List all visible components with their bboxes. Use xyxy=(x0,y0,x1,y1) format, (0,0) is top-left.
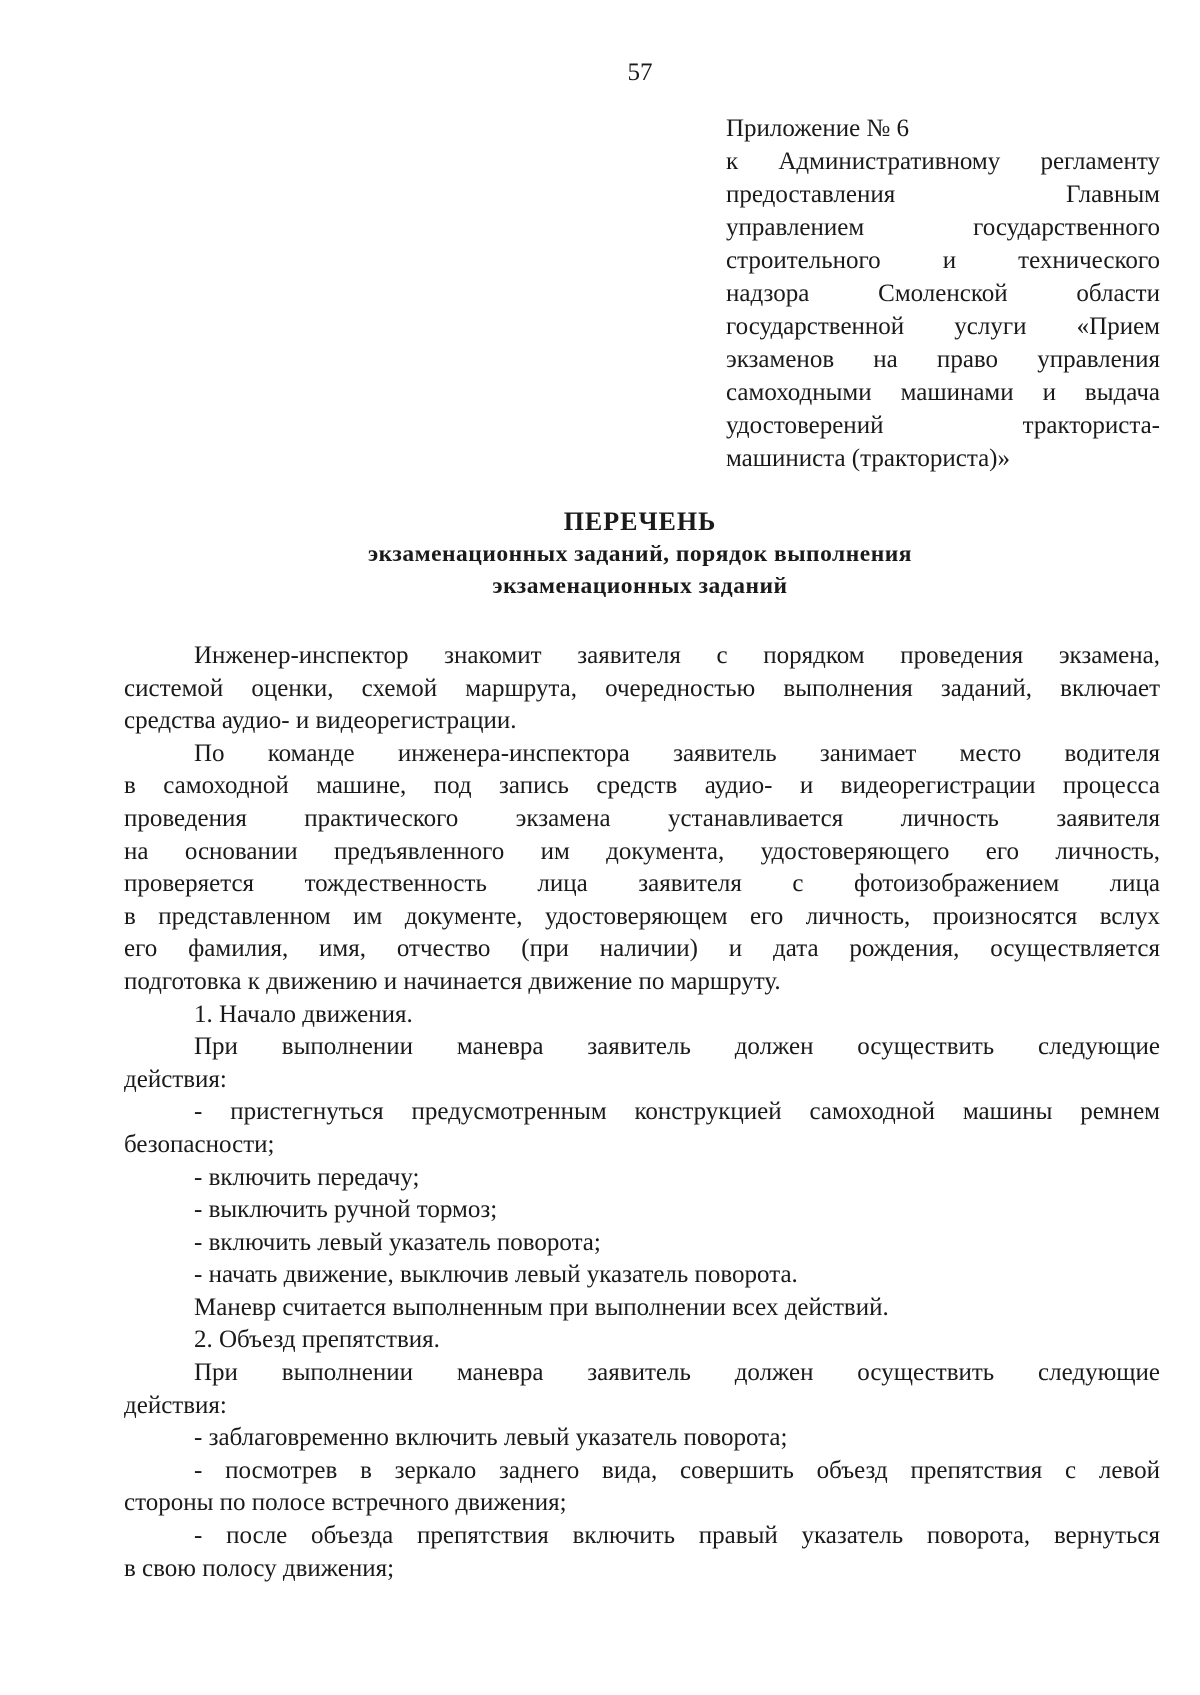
body-line: в свою полосу движения; xyxy=(124,1554,395,1582)
appendix-line: строительного и технического xyxy=(726,247,1160,274)
body-line: подготовка к движению и начинается движение по маршруту. xyxy=(124,967,781,995)
list-item: - после объезда препятствия включить правый указатель поворота, вернуться xyxy=(194,1522,1160,1550)
list-item: - начать движение, выключив левый указатель поворота. xyxy=(194,1261,798,1289)
appendix-line: самоходными машинами и выдача xyxy=(726,379,1160,406)
list-item: - заблаговременно включить левый указатель поворота; xyxy=(194,1424,788,1452)
section-heading: 2. Объезд препятствия. xyxy=(194,1326,440,1354)
body-line: При выполнении маневра заявитель должен осуществить следующие xyxy=(194,1033,1160,1061)
body-line: Инженер-инспектор знакомит заявителя с порядком проведения экзамена, xyxy=(194,642,1160,669)
body-line: в представленном им документе, удостоверяющем его личность, произносятся вслух xyxy=(124,902,1160,930)
body-line: действия: xyxy=(124,1391,227,1419)
list-item: - посмотрев в зеркало заднего вида, совершить объезд препятствия с левой xyxy=(194,1456,1160,1484)
appendix-header xyxy=(726,112,1160,475)
page-number: 57 xyxy=(627,59,653,86)
appendix-line: надзора Смоленской области xyxy=(726,280,1160,307)
body-line: средства аудио- и видеорегистрации. xyxy=(124,707,517,735)
appendix-line: Приложение № 6 xyxy=(726,115,910,142)
body-line: По команде инженера-инспектора заявитель занимает место водителя xyxy=(194,739,1160,767)
list-item: - включить левый указатель поворота; xyxy=(194,1228,601,1256)
title-subtitle: экзаменационных заданий, порядок выполнения xyxy=(368,541,912,567)
title-subtitle: экзаменационных заданий xyxy=(492,573,788,599)
body-line: проведения практического экзамена устанавливается личность заявителя xyxy=(124,804,1160,832)
body-line: на основании предъявленного им документа, удостоверяющего его личность, xyxy=(124,837,1160,865)
appendix-line: экзаменов на право управления xyxy=(726,346,1160,373)
section-heading: 1. Начало движения. xyxy=(194,1000,413,1028)
appendix-line: удостоверений тракториста- xyxy=(726,412,1160,439)
body-line: безопасности; xyxy=(124,1130,275,1158)
appendix-line: государственной услуги «Прием xyxy=(726,313,1160,340)
list-item: - выключить ручной тормоз; xyxy=(194,1196,498,1224)
body-line: системой оценки, схемой маршрута, очередностью выполнения заданий, включает xyxy=(124,674,1160,702)
body-line: его фамилия, имя, отчество (при наличии) и дата рождения, осуществляется xyxy=(124,935,1160,963)
body-line: При выполнении маневра заявитель должен осуществить следующие xyxy=(194,1359,1160,1387)
body-line: Маневр считается выполненным при выполнении всех действий. xyxy=(194,1293,889,1321)
body-line: действия: xyxy=(124,1065,227,1093)
appendix-line: машиниста (тракториста)» xyxy=(726,445,1010,472)
document-body xyxy=(124,640,1160,1585)
document-title xyxy=(0,506,1200,602)
title-main: ПЕРЕЧЕНЬ xyxy=(563,507,717,536)
list-item: - пристегнуться предусмотренным конструкцией самоходной машины ремнем xyxy=(194,1098,1160,1126)
appendix-line: предоставления Главным xyxy=(726,181,1160,208)
body-line: в самоходной машине, под запись средств аудио- и видеорегистрации процесса xyxy=(124,772,1160,800)
list-item: - включить передачу; xyxy=(194,1163,420,1191)
body-line: стороны по полосе встречного движения; xyxy=(124,1489,567,1517)
body-line: проверяется тождественность лица заявителя с фотоизображением лица xyxy=(124,870,1160,898)
appendix-line: к Административному регламенту xyxy=(726,148,1160,175)
appendix-line: управлением государственного xyxy=(726,214,1160,241)
